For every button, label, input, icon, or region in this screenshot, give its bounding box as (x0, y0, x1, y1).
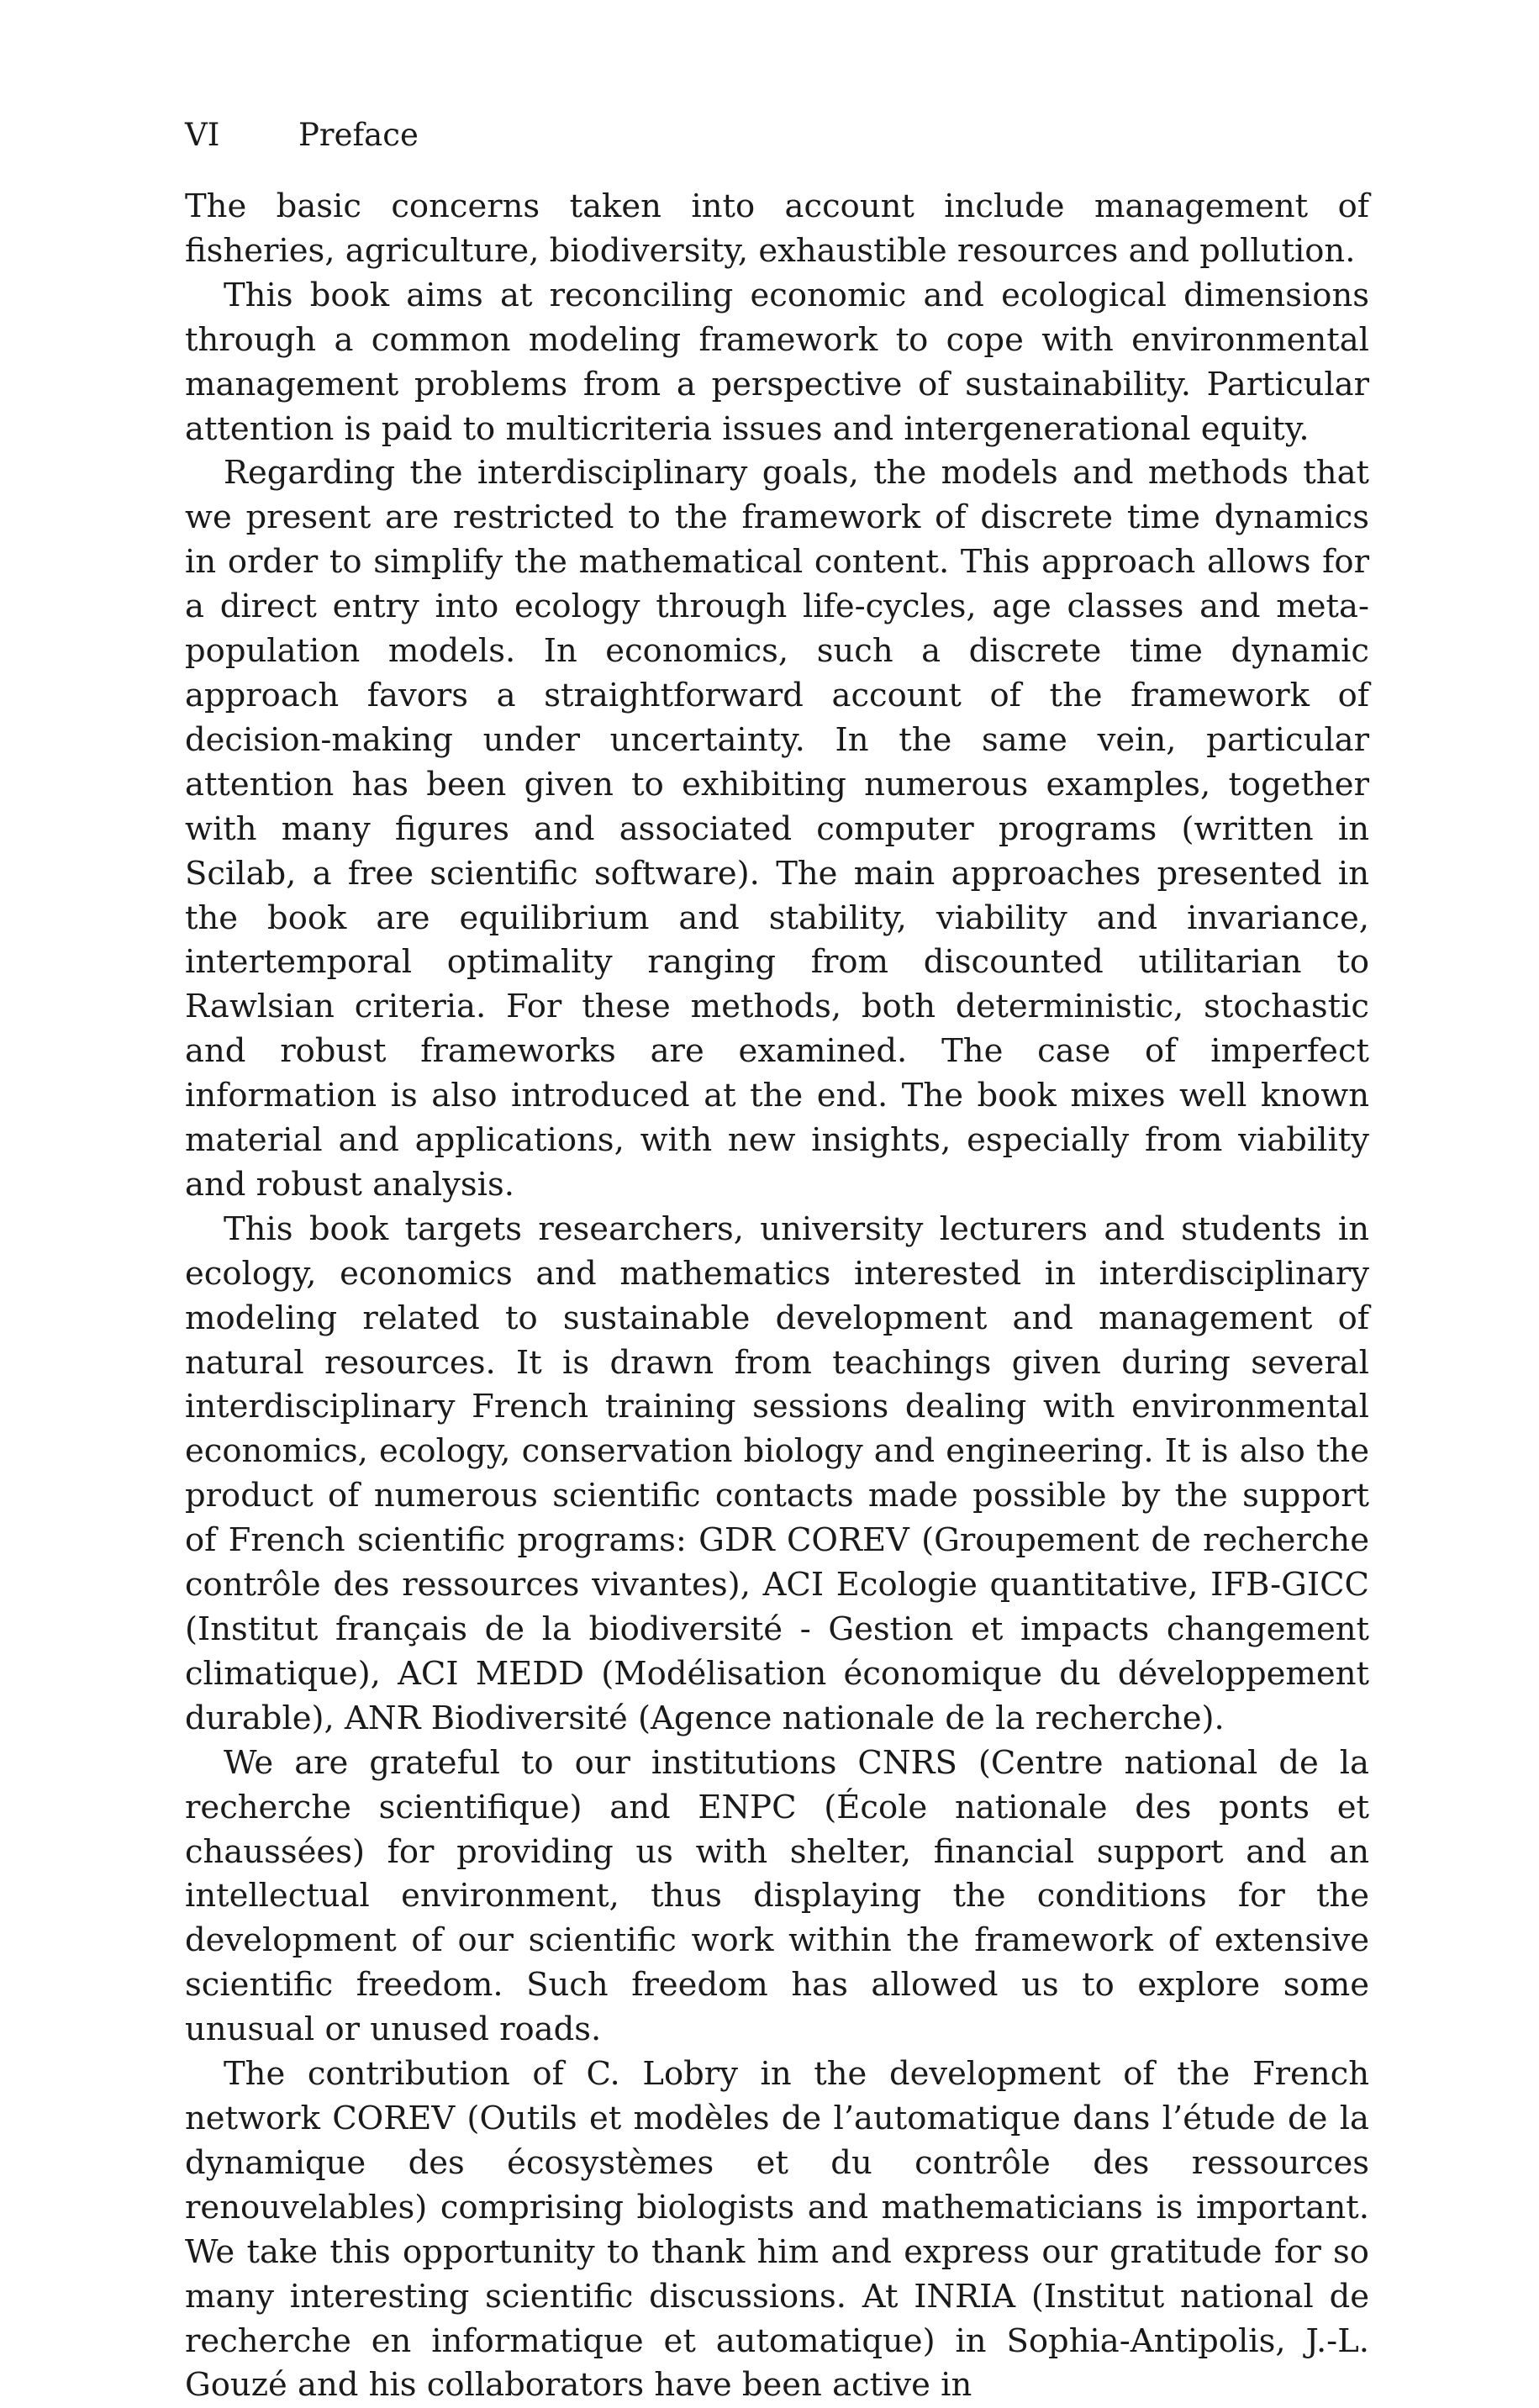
paragraph: The contribution of C. Lobry in the development of the French network COREV (Outils et modèles de l’automatique dans l’étude de la dynamique des écosystèmes et du contrôle des ressources renouvelables) comprising biologists and mathematicians is important. We take this opportunity to thank him and express our gratitude for so many interesting scientific discussions. At INRIA (Institut national de recherche en informatique et automatique) in Sophia-Antipolis, J.-L. Gouzé and his collaborators have been active in (185, 2055, 1369, 2405)
paragraph: Regarding the interdisciplinary goals, the models and methods that we present are restricted to the framework of discrete time dynamics in order to simplify the mathematical content. This approach allows for a direct entry into ecology through life-cycles, age classes and meta-population models. In economics, such a discrete time dynamic approach favors a straightforward account of the framework of decision-making under uncertainty. In the same vein, particular attention has been given to exhibiting numerous examples, together with many figures and associated computer programs (written in Scilab, a free scientific software). The main approaches presented in the book are equilibrium and stability, viability and invariance, intertemporal optimality ranging from discounted utilitarian to Rawlsian criteria. For these methods, both deterministic, stochastic and robust frameworks are examined. The case of imperfect information is also introduced at the end. The book mixes well known material and applications, with new insights, especially from viability and robust analysis. (185, 454, 1369, 1204)
running-title: Preface (298, 117, 419, 153)
paragraph: The basic concerns taken into account include management of fisheries, agriculture, biodiversity, exhaustible resources and pollution. (185, 187, 1369, 270)
paragraph: This book targets researchers, university lecturers and students in ecology, economics and mathematics interested in interdisciplinary modeling related to sustainable development and management of natural resources. It is drawn from teachings given during several interdisciplinary French training sessions dealing with environmental economics, ecology, conservation biology and engineering. It is also the product of numerous scientific contacts made possible by the support of French scientific programs: GDR COREV (Groupement de recherche contrôle des ressources vivantes), ACI Ecologie quantitative, IFB-GICC (Institut français de la biodiversité - Gestion et impacts changement climatique), ACI MEDD (Modélisation économique du développement durable), ANR Biodiversité (Agence nationale de la recherche). (185, 1209, 1369, 1737)
page-number: VI (185, 117, 220, 153)
paragraph: We are grateful to our institutions CNRS (Centre national de la recherche scientifique) and ENPC (École nationale des ponts et chaussées) for providing us with shelter, financial support and an intellectual environment, thus displaying the conditions for the development of our scientific work within the framework of extensive scientific freedom. Such freedom has allowed us to explore some unusual or unused roads. (185, 1743, 1369, 2049)
running-head (185, 114, 1378, 156)
paragraph: This book aims at reconciling economic and ecological dimensions through a common modeling framework to cope with environmental management problems from a perspective of sustainability. Particular attention is paid to multicriteria issues and intergenerational equity. (185, 276, 1369, 448)
body-text (185, 185, 1369, 2405)
